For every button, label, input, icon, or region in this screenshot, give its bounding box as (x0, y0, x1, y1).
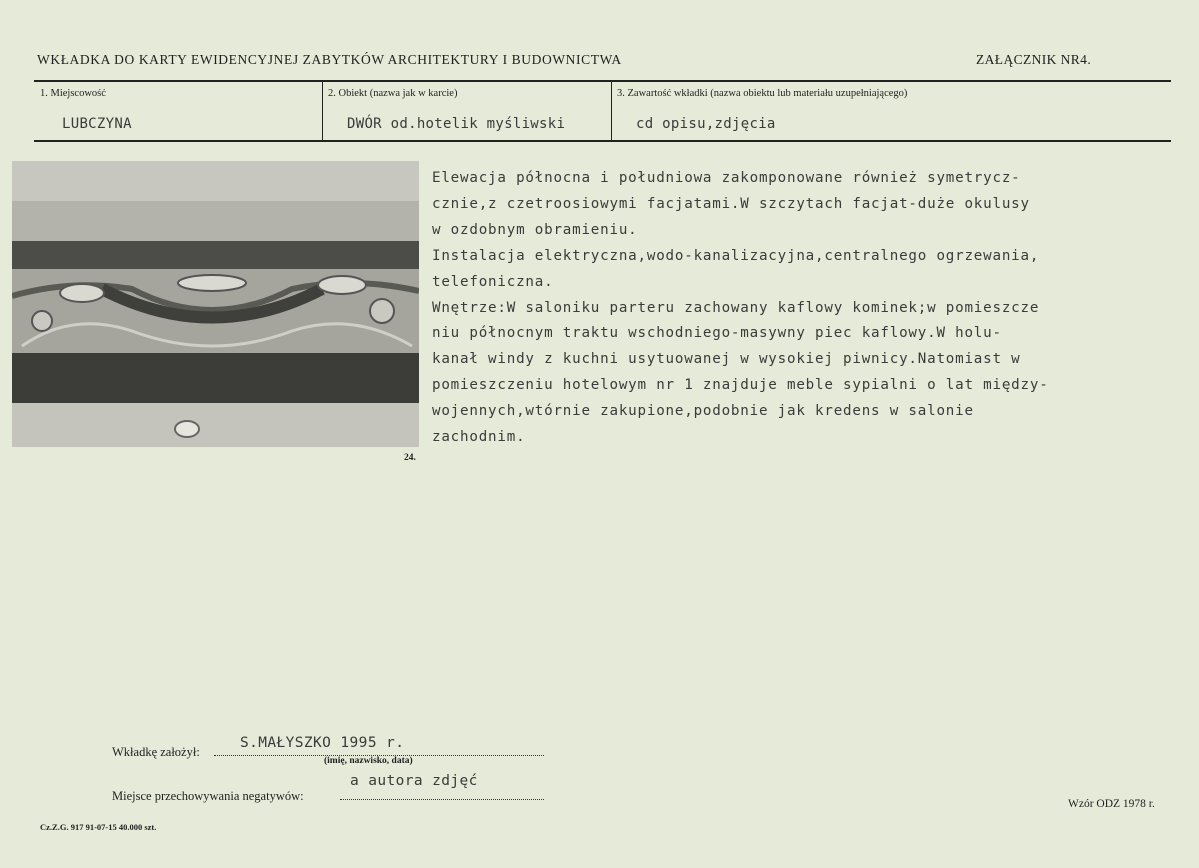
field-label-locality: 1. Miejscowość (40, 88, 106, 99)
description-line: niu północnym traktu wschodniego-masywny piec kaflowy.W holu- (432, 325, 1002, 342)
header-rule-top (34, 80, 1171, 82)
field-divider-1 (322, 82, 323, 140)
negatives-label: Miejsce przechowywania negatywów: (112, 789, 304, 803)
description-line: wojennych,wtórnie zakupione,podobnie jak kredens w salonie (432, 403, 974, 420)
description-line: cznie,z czetroosiowymi facjatami.W szczytach facjat-duże okulusy (432, 195, 1030, 212)
description-line: pomieszczeniu hotelowym nr 1 znajduje meble sypialni o lat między- (432, 377, 1049, 394)
description-line: kanał windy z kuchni usytuowanej w wysokiej piwnicy.Natomiast w (432, 351, 1021, 368)
description-line: Instalacja elektryczna,wodo-kanalizacyjna,centralnego ogrzewania, (432, 247, 1040, 264)
negatives-value: a autora zdjęć (350, 773, 478, 789)
description-line: telefoniczna. (432, 273, 554, 290)
author-label: Wkładkę założył: (112, 745, 200, 759)
photo-number: 24. (404, 453, 416, 463)
field-divider-2 (611, 82, 612, 140)
field-value-object: DWÓR od.hotelik myśliwski (347, 116, 566, 132)
field-value-contents: cd opisu,zdjęcia (636, 116, 776, 132)
field-value-locality: LUBCZYNA (62, 116, 132, 132)
field-label-contents: 3. Zawartość wkładki (nazwa obiektu lub materiału uzupełniającego) (617, 88, 908, 99)
negatives-dotted-line (340, 799, 544, 800)
form-title: WKŁADKA DO KARTY EWIDENCYJNEJ ZABYTKÓW ARCHITEKTURY I BUDOWNICTWA (37, 52, 622, 67)
description-line: Elewacja północna i południowa zakomponowane również symetrycz- (432, 170, 1021, 186)
description-line: w ozdobnym obramieniu. (432, 221, 638, 238)
photo-ornamental-frieze (12, 161, 419, 447)
template-code: Wzór ODZ 1978 r. (1068, 798, 1155, 810)
header-rule-bottom (34, 140, 1171, 142)
description-text (432, 166, 1132, 451)
author-hint: (imię, nazwisko, data) (324, 756, 413, 766)
field-label-object: 2. Obiekt (nazwa jak w karcie) (328, 88, 458, 99)
frieze-photo-image (12, 161, 419, 447)
author-value: S.MAŁYSZKO 1995 r. (240, 735, 405, 751)
print-info: Cz.Z.G. 917 91-07-15 40.000 szt. (40, 822, 157, 832)
annex-number: ZAŁĄCZNIK NR4. (976, 52, 1092, 67)
description-line: Wnętrze:W saloniku parteru zachowany kaflowy kominek;w pomieszcze (432, 299, 1040, 316)
description-line: zachodnim. (432, 429, 526, 446)
